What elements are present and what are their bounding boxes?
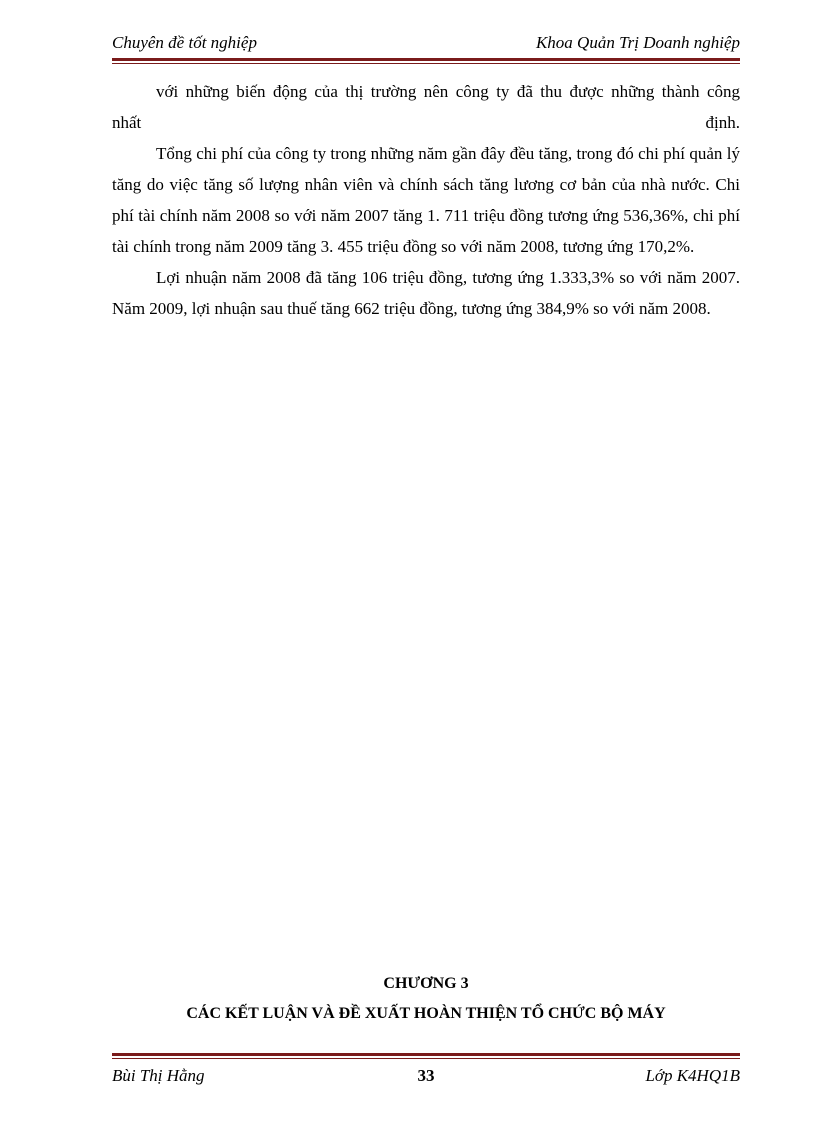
footer-author: Bùi Thị Hằng [112, 1066, 205, 1085]
body-text [112, 76, 740, 324]
page-header [112, 33, 740, 57]
paragraph-3: Lợi nhuận năm 2008 đã tăng 106 triệu đồng, tương ứng 1.333,3% so với năm 2007. Năm 2009, lợi nhuận sau thuế tăng 662 triệu đồng, tương ứng 384,9% so với năm 2008. [112, 268, 740, 318]
page-number: 33 [417, 1066, 435, 1085]
paragraph-1-line-1: với những biến động của thị trường nên công ty đã thu được những thành công [156, 82, 740, 101]
chapter-title: CÁC KẾT LUẬN VÀ ĐỀ XUẤT HOÀN THIỆN TỔ CHỨC BỘ MÁY [186, 1005, 666, 1022]
footer-rule-thin [112, 1058, 740, 1059]
header-rule-thick [112, 58, 740, 61]
footer-class: Lớp K4HQ1B [645, 1066, 740, 1085]
header-rule-thin [112, 63, 740, 64]
header-right-text: Khoa Quản Trị Doanh nghiệp [535, 33, 740, 52]
footer-rule-thick [112, 1053, 740, 1056]
header-left-text: Chuyên đề tốt nghiệp [112, 33, 257, 52]
page-footer [112, 1066, 740, 1090]
paragraph-2: Tổng chi phí của công ty trong những năm gần đây đều tăng, trong đó chi phí quản lý tăng do việc tăng số lượng nhân viên và chính sách tăng lương cơ bản của nhà nước. Chi phí tài chính năm 2008 so với năm 2007 tăng 1. 711 triệu đồng tương ứng 536,36%, chi phí tài chính trong năm 2009 tăng 3. 455 triệu đồng so với năm 2008, tương ứng 170,2%. [112, 144, 740, 256]
chapter-number: CHƯƠNG 3 [383, 975, 469, 992]
paragraph-1 [112, 76, 740, 138]
paragraph-1-line-2: nhất định. [112, 113, 740, 132]
